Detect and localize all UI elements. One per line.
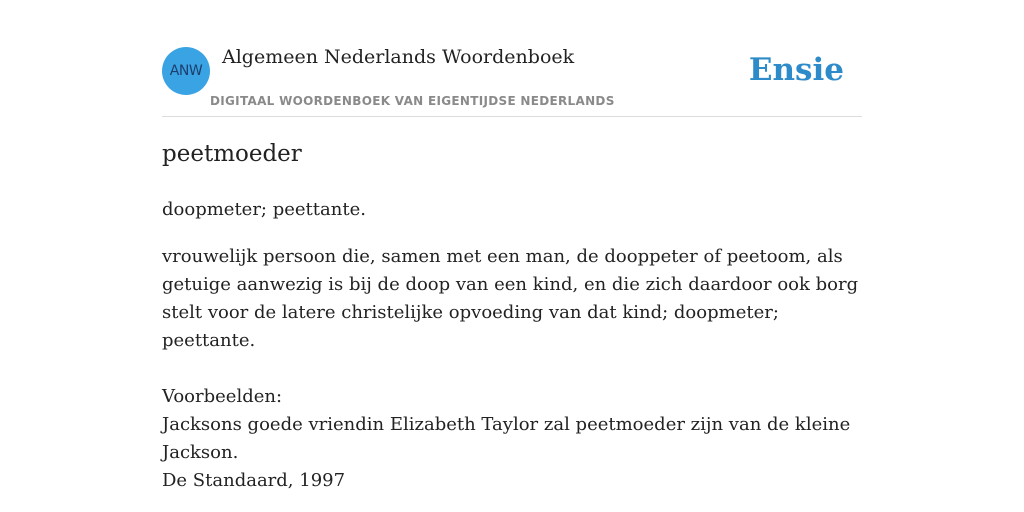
examples-section: [162, 383, 862, 495]
anw-logo[interactable]: [162, 47, 210, 95]
entry-definition: vrouwelijk persoon die, samen met een man, de dooppeter of peetoom, als getuige aanwezig is bij de doop van een kind, en die zich daardoor ook borg stelt voor de latere christelijke opvoeding van dat kind; doopmeter; peettante.: [162, 246, 859, 351]
examples-label: Voorbeelden:: [162, 386, 283, 407]
header: [162, 40, 862, 117]
logo-text: ANW: [169, 63, 203, 79]
ensie-brand-logo[interactable]: Ensie: [748, 52, 844, 88]
entry-content: [162, 136, 862, 495]
dictionary-title[interactable]: Algemeen Nederlands Woordenboek: [222, 46, 575, 68]
entry-headword: peetmoeder: [162, 141, 302, 167]
dictionary-subtitle: DIGITAAL WOORDENBOEK VAN EIGENTIJDSE NEDERLANDS: [210, 94, 615, 108]
example-source: De Standaard, 1997: [162, 470, 346, 491]
example-text: Jacksons goede vriendin Elizabeth Taylor zal peetmoeder zijn van de kleine Jackson.: [162, 414, 851, 463]
entry-synonyms: doopmeter; peettante.: [162, 199, 366, 220]
